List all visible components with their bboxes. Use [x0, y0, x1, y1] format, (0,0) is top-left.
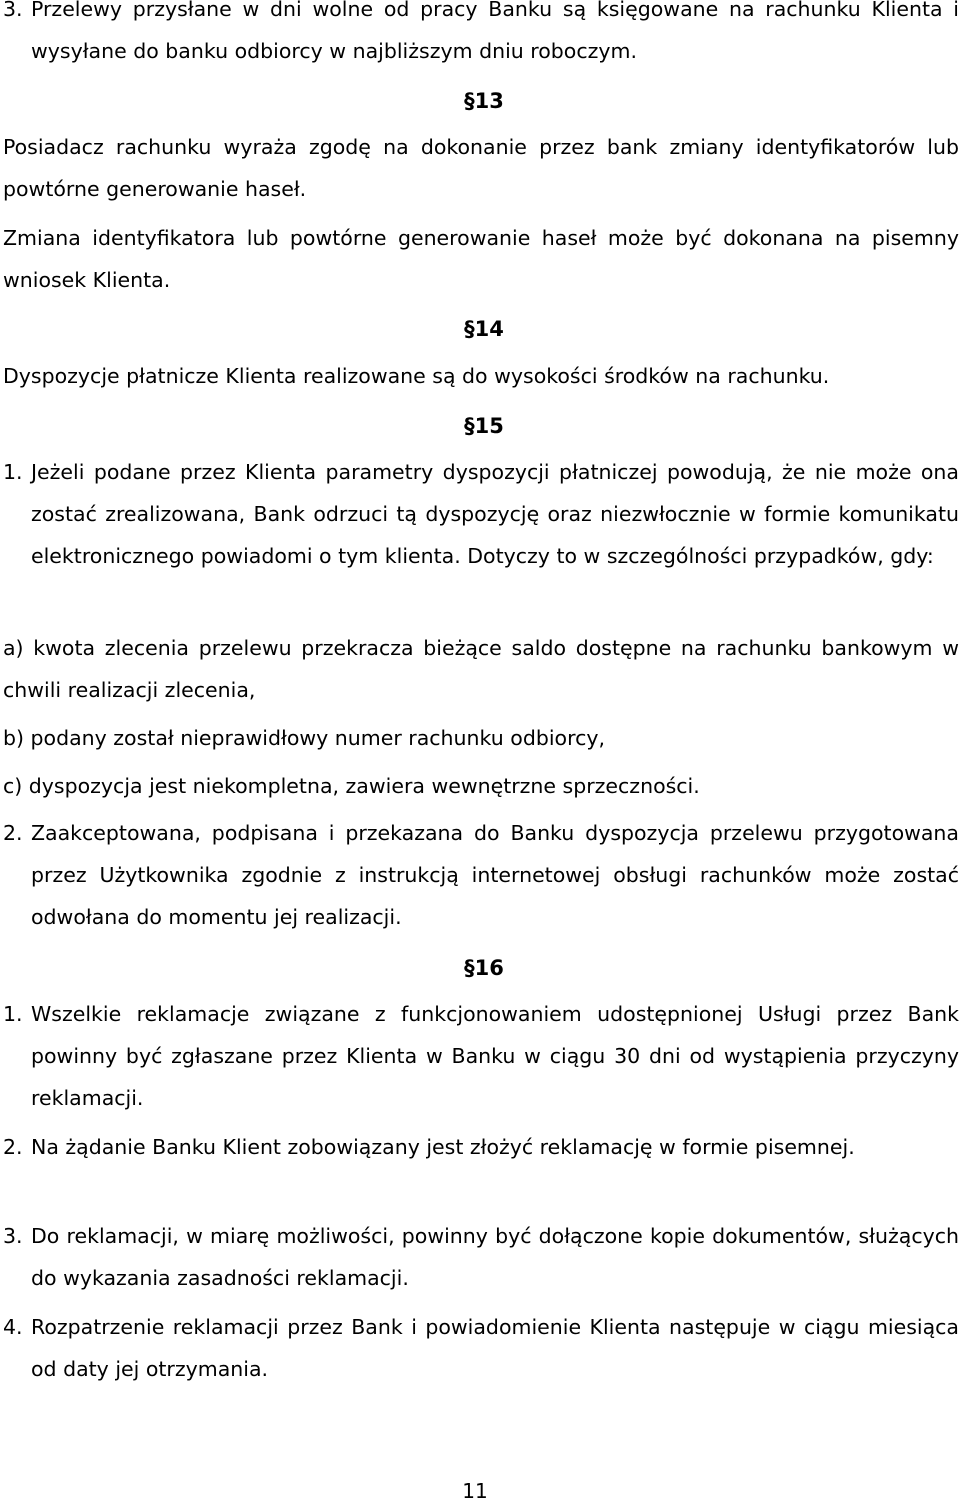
- section-heading-14: §14: [464, 317, 504, 341]
- clause-number: 4.: [3, 1315, 23, 1339]
- section-15-point-c: c) dyspozycja jest niekompletna, zawiera wewnętrzne sprzeczności.: [3, 774, 700, 798]
- section-16-clause-1: [3, 993, 959, 1119]
- clause-number: 3.: [3, 1224, 23, 1248]
- clause-number: 1.: [3, 1002, 23, 1026]
- section-13-paragraph-2: Zmiana identyfikatora lub powtórne generowanie haseł może być dokonana na pisemny wniosek Klienta.: [3, 226, 959, 292]
- clause-text: Zaakceptowana, podpisana i przekazana do Banku dyspozycja przelewu przygotowana przez Użytkownika zgodnie z instrukcją internetowej obsługi rachunków może zostać odwołana do momentu jej realizacji.: [31, 821, 959, 929]
- clause-text: Rozpatrzenie reklamacji przez Bank i powiadomienie Klienta następuje w ciągu miesiąca od daty jej otrzymania.: [31, 1315, 959, 1381]
- section-16-clause-2: [3, 1126, 959, 1168]
- clause-text: Na żądanie Banku Klient zobowiązany jest złożyć reklamację w formie pisemnej.: [31, 1135, 855, 1159]
- section-16-clause-4: [3, 1306, 959, 1390]
- clause-text: Jeżeli podane przez Klienta parametry dyspozycji płatniczej powodują, że nie może ona zostać zrealizowana, Bank odrzuci tą dyspozycję oraz niezwłocznie w formie komunikatu elektronicznego powiadomi o tym klienta. Dotyczy to w szczególności przypadków, gdy:: [31, 460, 959, 568]
- clause-3: [3, 0, 959, 72]
- section-15-point-a: [3, 627, 959, 711]
- section-15-clause-1: [3, 451, 959, 577]
- clause-text: Do reklamacji, w miarę możliwości, powinny być dołączone kopie dokumentów, służących do wykazania zasadności reklamacji.: [31, 1224, 959, 1290]
- clause-number: 2.: [3, 821, 23, 845]
- section-heading-13: §13: [464, 89, 504, 113]
- clause-number: 3.: [3, 0, 23, 21]
- point-letter: a): [3, 636, 24, 660]
- clause-text: Przelewy przysłane w dni wolne od pracy Banku są księgowane na rachunku Klienta i wysyłane do banku odbiorcy w najbliższym dniu roboczym.: [31, 0, 959, 63]
- section-heading-15: §15: [464, 414, 504, 438]
- point-text: [3, 627, 959, 711]
- clause-number: 1.: [3, 460, 23, 484]
- page-number: 11: [462, 1479, 488, 1503]
- section-heading-16: §16: [464, 956, 504, 980]
- point-body: kwota zlecenia przelewu przekracza bieżące saldo dostępne na rachunku bankowym w chwili realizacji zlecenia,: [3, 636, 959, 702]
- section-16-clause-3: [3, 1215, 959, 1299]
- section-15-point-b: b) podany został nieprawidłowy numer rachunku odbiorcy,: [3, 726, 605, 750]
- section-14-paragraph-1: Dyspozycje płatnicze Klienta realizowane są do wysokości środków na rachunku.: [3, 364, 830, 388]
- clause-number: 2.: [3, 1135, 23, 1159]
- section-13-paragraph-1: Posiadacz rachunku wyraża zgodę na dokonanie przez bank zmiany identyfikatorów lub powtórne generowanie haseł.: [3, 135, 959, 201]
- clause-text: Wszelkie reklamacje związane z funkcjonowaniem udostępnionej Usługi przez Bank powinny być zgłaszane przez Klienta w Banku w ciągu 30 dni od wystąpienia przyczyny reklamacji.: [31, 1002, 959, 1110]
- section-15-clause-2: [3, 812, 959, 938]
